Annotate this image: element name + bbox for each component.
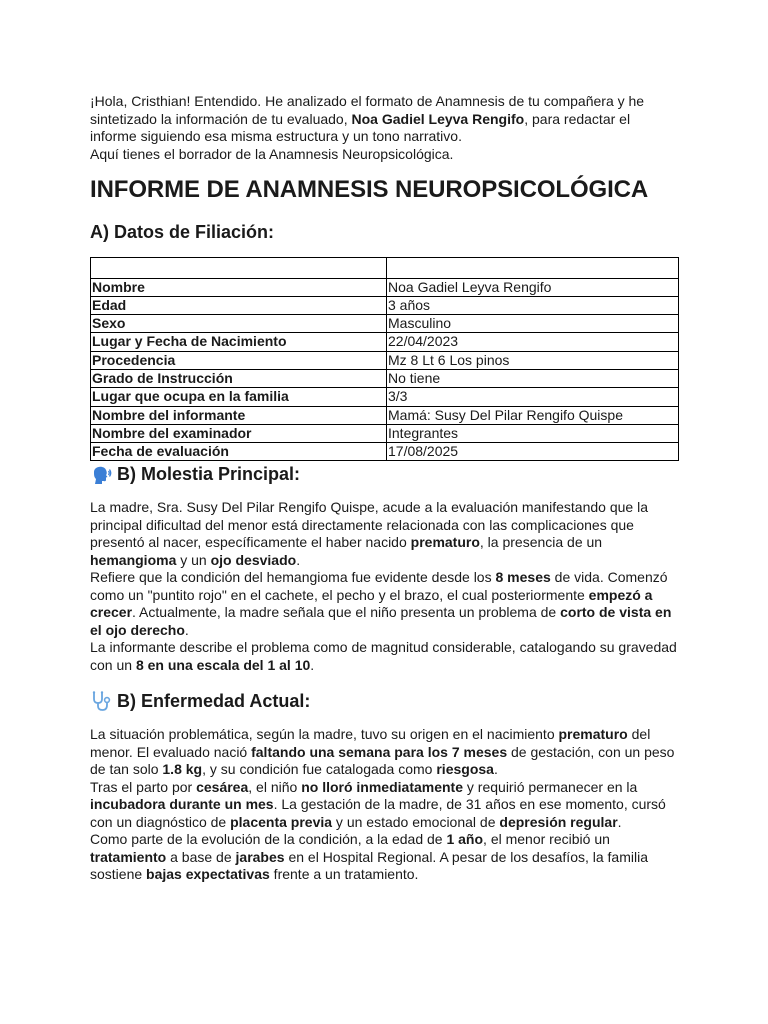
- section-heading-enfermedad: [90, 690, 310, 712]
- intro-paragraph: [90, 93, 680, 163]
- bold-text: no lloró inmediatamente: [301, 778, 464, 795]
- section-heading-molestia-label: B) Molestia Principal:: [117, 463, 301, 484]
- molestia-body: [90, 499, 680, 674]
- bold-text: hemangioma: [90, 551, 177, 568]
- field-value: 17/08/2025: [387, 443, 679, 461]
- enfermedad-paragraph-2: [90, 779, 680, 832]
- molestia-paragraph-1: [90, 499, 680, 569]
- field-value: Masculino: [387, 315, 679, 333]
- text-run: del menor. El evaluado nació: [90, 726, 651, 760]
- bold-text: 1 año: [446, 831, 484, 847]
- bold-text: tratamiento: [90, 848, 167, 865]
- text-run: La situación problemática, según la madre, tuvo su origen en el nacimiento: [90, 726, 559, 742]
- bold-text: placenta previa: [230, 813, 333, 830]
- field-value: Mz 8 Lt 6 Los pinos: [387, 351, 679, 369]
- bold-text: incubadora durante un mes: [90, 796, 274, 812]
- bold-text: depresión regular: [499, 813, 618, 830]
- text-run: y un estado emocional de: [332, 813, 500, 830]
- text-run: La madre, Sra. Susy Del Pilar Rengifo Quispe, acude a la evaluación manifestando que la principal dificultad del menor está directamente relacionada con las complicaciones que presentó al nacer, específicamente el haber nacido: [90, 499, 648, 550]
- bold-text: corto de vista en el ojo derecho: [90, 604, 672, 638]
- text-run: La informante describe el problema como de magnitud considerable, catalogando su gravedad con un: [90, 639, 677, 673]
- enfermedad-paragraph-3: [90, 831, 680, 884]
- stethoscope-icon: [90, 690, 112, 712]
- intro-text-c: , para redactar el informe siguiendo esa misma estructura y un tono narrativo.: [90, 110, 631, 144]
- intro-text-a: ¡Hola, Cristhian! Entendido. He analizado el formato de Anamnesis de tu compañera y he sintetizado la información de tu evaluado,: [90, 93, 645, 127]
- table-row: [91, 443, 679, 461]
- speaking-head-icon: [90, 463, 112, 485]
- table-row: [91, 278, 679, 296]
- bold-text: riesgosa: [436, 761, 494, 777]
- text-run: en el Hospital Regional. A pesar de los desafíos, la familia sostiene: [90, 848, 648, 882]
- field-value: 3 años: [387, 296, 679, 314]
- intro-evaluee-name: Noa Gadiel Leyva Rengifo: [351, 110, 525, 127]
- field-label: Grado de Instrucción: [91, 369, 387, 387]
- bold-text: prematuro: [410, 534, 480, 550]
- table-row: [91, 369, 679, 387]
- enfermedad-body: [90, 726, 680, 884]
- filiacion-table: [90, 257, 679, 461]
- text-run: .: [310, 656, 315, 673]
- table-row: [91, 296, 679, 314]
- field-value: 22/04/2023: [387, 333, 679, 351]
- section-heading-filiacion: A) Datos de Filiación:: [90, 222, 275, 242]
- text-run: .: [296, 551, 301, 568]
- text-run: Tras el parto por: [90, 778, 197, 795]
- field-label: Edad: [91, 296, 387, 314]
- table-header-blank-row: [91, 258, 679, 279]
- molestia-paragraph-2: [90, 569, 680, 639]
- text-run: .: [184, 621, 189, 638]
- text-run: , la presencia de un: [479, 534, 603, 550]
- bold-text: ojo desviado: [210, 551, 297, 568]
- field-value: Integrantes: [387, 424, 679, 442]
- field-value: No tiene: [387, 369, 679, 387]
- table-row: [91, 388, 679, 406]
- text-run: y un: [176, 551, 211, 568]
- table-row: [91, 333, 679, 351]
- table-row: [91, 315, 679, 333]
- text-run: de vida. Comenzó como un "puntito rojo" en el cachete, el pecho y el brazo, el cual posteriormente: [90, 569, 668, 603]
- bold-text: cesárea: [196, 778, 249, 795]
- bold-text: 8 en una escala del 1 al 10: [135, 656, 311, 673]
- field-label: Lugar y Fecha de Nacimiento: [91, 333, 387, 351]
- field-label: Sexo: [91, 315, 387, 333]
- text-run: , el niño: [248, 778, 302, 795]
- bold-text: prematuro: [558, 726, 628, 742]
- field-label: Nombre: [91, 278, 387, 296]
- bold-text: bajas expectativas: [146, 866, 270, 882]
- text-run: , y su condición fue catalogada como: [202, 761, 437, 777]
- text-run: . Actualmente, la madre señala que el niño presenta un problema de: [132, 604, 561, 620]
- table-row: [91, 351, 679, 369]
- field-value: Mamá: Susy Del Pilar Rengifo Quispe: [387, 406, 679, 424]
- bold-text: empezó a crecer: [90, 586, 653, 620]
- text-run: . La gestación de la madre, de 31 años en ese momento, cursó con un diagnóstico de: [90, 796, 666, 830]
- text-run: frente a un tratamiento.: [269, 866, 419, 882]
- field-label: Nombre del examinador: [91, 424, 387, 442]
- text-run: de gestación, con un peso de tan solo: [90, 743, 675, 777]
- bold-text: 1.8 kg: [162, 761, 203, 777]
- text-run: .: [493, 761, 498, 777]
- text-run: Como parte de la evolución de la condición, a la edad de: [90, 831, 447, 847]
- field-label: Lugar que ocupa en la familia: [91, 388, 387, 406]
- table-row: [91, 406, 679, 424]
- text-run: a base de: [166, 848, 236, 865]
- enfermedad-paragraph-1: [90, 726, 680, 779]
- field-label: Nombre del informante: [91, 406, 387, 424]
- field-value: 3/3: [387, 388, 679, 406]
- molestia-paragraph-3: [90, 639, 680, 674]
- bold-text: jarabes: [235, 848, 285, 865]
- text-run: .: [617, 813, 622, 830]
- field-label: Procedencia: [91, 351, 387, 369]
- section-heading-molestia: [90, 463, 300, 485]
- report-title: INFORME DE ANAMNESIS NEUROPSICOLÓGICA: [90, 176, 649, 203]
- text-run: y requirió permanecer en la: [463, 778, 638, 795]
- field-label: Fecha de evaluación: [91, 443, 387, 461]
- text-run: , el menor recibió un: [483, 831, 610, 847]
- bold-text: 8 meses: [495, 569, 551, 585]
- section-heading-enfermedad-label: B) Enfermedad Actual:: [117, 690, 311, 711]
- field-value: Noa Gadiel Leyva Rengifo: [387, 278, 679, 296]
- text-run: Refiere que la condición del hemangioma fue evidente desde los: [90, 569, 496, 585]
- intro-line-2: Aquí tienes el borrador de la Anamnesis Neuropsicológica.: [90, 145, 454, 162]
- table-row: [91, 424, 679, 442]
- bold-text: faltando una semana para los 7 meses: [251, 743, 508, 760]
